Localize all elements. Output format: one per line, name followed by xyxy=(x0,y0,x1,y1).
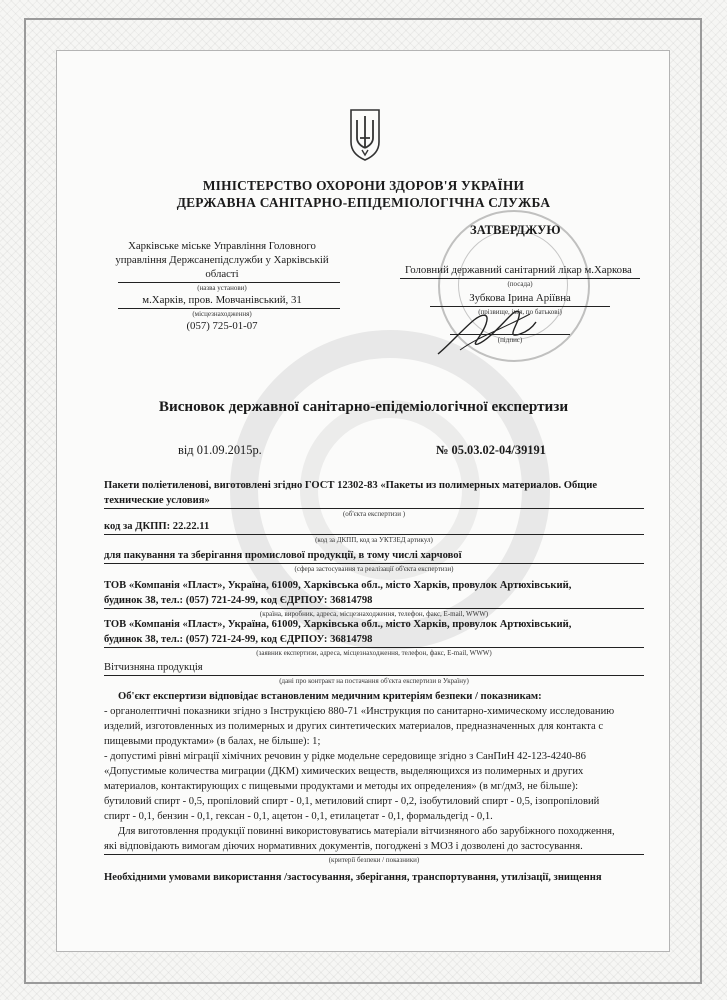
approve-label: ЗАТВЕРДЖУЮ xyxy=(470,223,561,237)
usage-value: для пакування та зберігання промислової продукції, в тому числі харчової xyxy=(104,550,462,561)
code-caption: (код за ДКПП, код за УКТЗЕД артикул) xyxy=(315,536,433,544)
institution-line-3: області xyxy=(205,268,239,280)
object-line-2: технические условия» xyxy=(104,495,210,506)
name-underline xyxy=(430,306,610,307)
manufacturer-underline xyxy=(104,608,644,609)
criteria-line: які відповідають вимогам діючих нормативних документів, погоджені з МОЗ і дозволені до застосування. xyxy=(104,841,583,852)
criteria-caption: (критерії безпеки / показники) xyxy=(328,856,420,864)
applicant-line-2: будинок 38, тел.: (057) 721-24-99, код ЄДРПОУ: 36814798 xyxy=(104,634,373,645)
position-underline xyxy=(400,278,640,279)
signature-underline xyxy=(450,334,570,335)
official-name: Зубкова Ірина Аріївна xyxy=(469,292,571,304)
document-date: від 01.09.2015р. xyxy=(178,443,262,457)
origin-value: Вітчизняна продукція xyxy=(104,662,203,673)
origin-underline xyxy=(104,675,644,676)
criteria-line: - органолептичні показники згідно з Інструкцією 880-71 «Инструкция по санитарно-химическому исследованию xyxy=(104,706,615,717)
criteria-line: бутиловий спирт - 0,5, пропіловий спирт - 0,1, метиловий спирт - 0,2, ізобутиловий спирт - 0,5, ізопропіловий xyxy=(104,796,600,807)
manufacturer-line-2: будинок 38, тел.: (057) 721-24-99, код ЄДРПОУ: 36814798 xyxy=(104,595,373,606)
service-title: ДЕРЖАВНА САНІТАРНО-ЕПІДЕМІОЛОГІЧНА СЛУЖБА xyxy=(176,195,551,210)
criteria-line: «Допустимые количества миграции (ДКМ) химических веществ, выделяющихся из полимерных и других xyxy=(104,766,584,777)
applicant-caption: (заявник експертизи, адреса, місцезнаходження, телефон, факс, E-mail, WWW) xyxy=(256,649,492,657)
address-underline xyxy=(118,308,340,309)
conditions-heading: Необхідними умовами використання /застосування, зберігання, транспортування, утилізації, знищення xyxy=(104,872,602,883)
usage-underline xyxy=(104,563,644,564)
address-caption: (місцезнаходження) xyxy=(192,310,252,318)
criteria-line: материалов, контактирующих с пищевыми продуктами и методы их определения» (в мг/дм3, не більше): xyxy=(104,781,579,792)
criteria-heading: Об'єкт експертизи відповідає встановленим медичним критеріям безпеки / показникам: xyxy=(118,691,542,702)
institution-line-2: управління Держсанепідслужби у Харківській xyxy=(115,254,329,266)
manufacturer-caption: (країна, виробник, адреса, місцезнаходження, телефон, факс, E-mail, WWW) xyxy=(259,610,489,618)
position-caption: (посада) xyxy=(507,280,533,288)
institution-underline xyxy=(118,282,340,283)
institution-line-1: Харківське міське Управління Головного xyxy=(128,240,316,252)
code-value: код за ДКПП: 22.22.11 xyxy=(104,521,210,532)
signature-caption: (підпис) xyxy=(497,336,523,344)
criteria-line: - допустимі рівні міграції хімічних речовин у рідке модельне середовище згідно з СанПиН 42-123-4240-86 xyxy=(104,751,586,762)
criteria-line: спирт - 0,1, бензин - 0,1, гексан - 0,1, ацетон - 0,1, етилацетат - 0,1, формальдегід - 0,1. xyxy=(104,811,493,822)
institution-address: м.Харків, пров. Мовчанівський, 31 xyxy=(142,294,302,306)
criteria-underline xyxy=(104,854,644,855)
ministry-title: МІНІСТЕРСТВО ОХОРОНИ ЗДОРОВ'Я УКРАЇНИ xyxy=(202,178,525,193)
usage-caption: (сфера застосування та реалізації об'єкта експертизи) xyxy=(294,565,454,573)
document-title: Висновок державної санітарно-епідеміологічної експертизи xyxy=(158,398,569,415)
applicant-line-1: ТОВ «Компанія «Пласт», Україна, 61009, Харківська обл., місто Харків, провулок Артюхівський, xyxy=(104,619,572,630)
institution-caption: (назва установи) xyxy=(197,284,247,292)
criteria-line: изделий, изготовленных из полимерных и других синтетических материалов, предназначенных для контакта с xyxy=(104,721,604,732)
origin-caption: (дані про контракт на постачання об'єкта експертизи в Україну) xyxy=(279,677,469,685)
trident-emblem-icon xyxy=(348,108,382,162)
official-position: Головний державний санітарний лікар м.Харкова xyxy=(405,264,632,276)
document-number: № 05.03.02-04/39191 xyxy=(436,443,546,457)
code-underline xyxy=(104,534,644,535)
criteria-line: пищевыми продуктами» (в балах, не більше): 1; xyxy=(104,736,321,747)
object-underline xyxy=(104,508,644,509)
object-line-1: Пакети поліетиленові, виготовлені згідно ГОСТ 12302-83 «Пакеты из полимерных материалов. Общие xyxy=(104,480,598,491)
institution-phone: (057) 725-01-07 xyxy=(186,320,258,332)
applicant-underline xyxy=(104,647,644,648)
object-caption: (об'єкта експертизи ) xyxy=(342,510,406,518)
criteria-line: Для виготовлення продукції повинні використовуватись матеріали вітчизняного або зарубіжного походження, xyxy=(118,826,615,837)
manufacturer-line-1: ТОВ «Компанія «Пласт», Україна, 61009, Харківська обл., місто Харків, провулок Артюхівський, xyxy=(104,580,572,591)
name-caption: (прізвище, ім'я, по батькові) xyxy=(478,308,562,316)
